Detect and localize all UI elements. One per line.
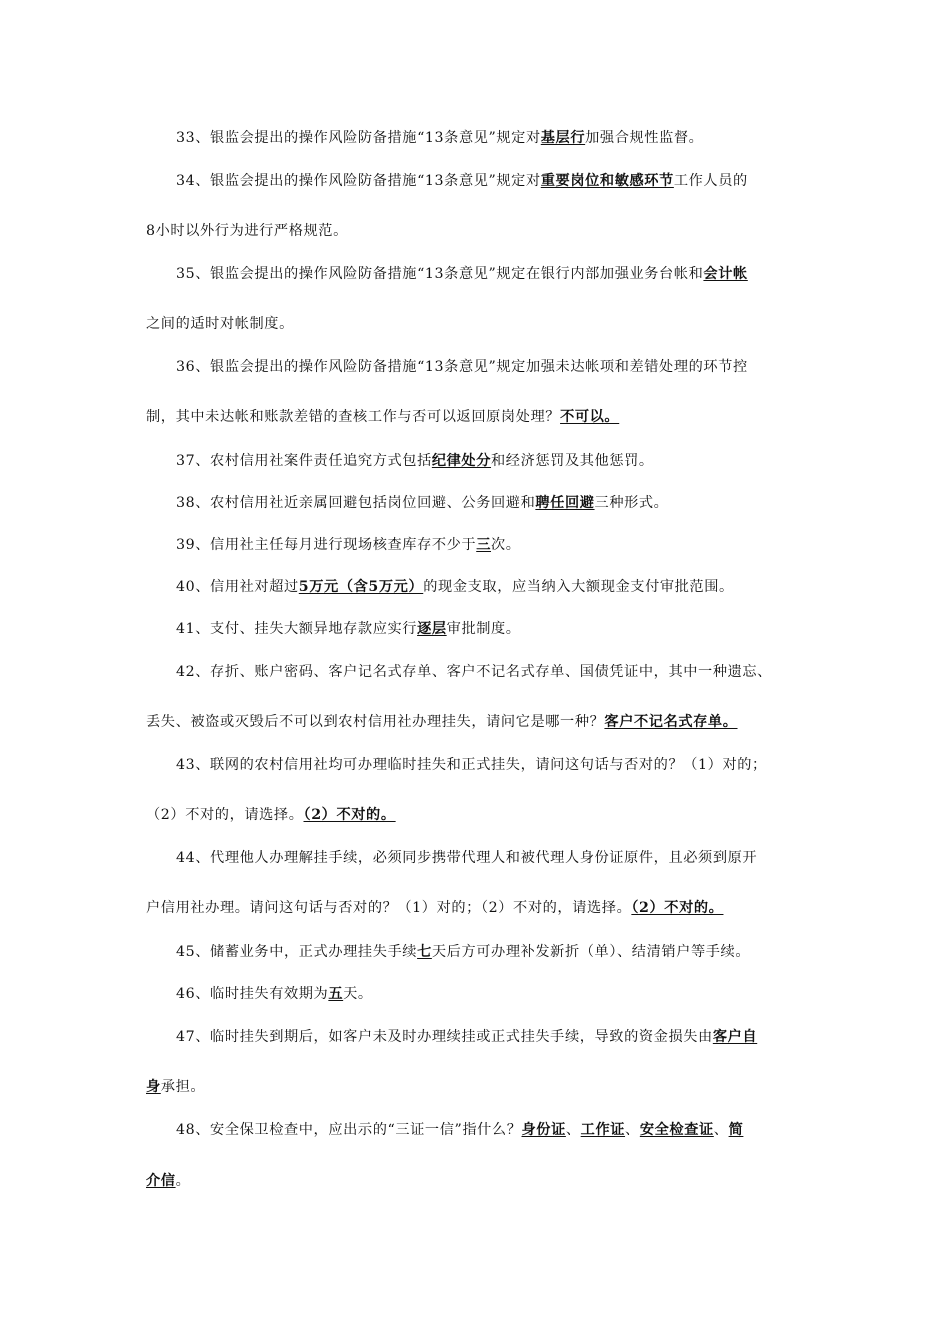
question-36-cont: 制，其中未达帐和账款差错的查核工作与否可以返回原岗处理？不可以。 — [146, 409, 620, 425]
question-43-cont: （2）不对的，请选择。（2）不对的。 — [146, 807, 396, 823]
answer: 五 — [328, 986, 344, 1002]
answer: 逐层 — [417, 621, 447, 637]
question-40: 40、信用社对超过5万元（含5万元）的现金支取，应当纳入大额现金支付审批范围。 — [176, 579, 734, 595]
question-33: 33、银监会提出的操作风险防备措施“13条意见”规定对基层行加强合规性监督。 — [176, 130, 704, 146]
question-35: 35、银监会提出的操作风险防备措施“13条意见”规定在银行内部加强业务台帐和会计帐 — [176, 266, 748, 282]
question-34: 34、银监会提出的操作风险防备措施“13条意见”规定对重要岗位和敏感环节工作人员的 — [176, 173, 748, 189]
answer: 身 — [146, 1079, 161, 1095]
answer: 介信 — [146, 1173, 176, 1189]
question-35-cont: 之间的适时对帐制度。 — [146, 316, 294, 332]
answer: 身份证 — [521, 1122, 566, 1138]
question-45: 45、储蓄业务中，正式办理挂失手续七天后方可办理补发新折（单）、结清销户等手续。 — [176, 944, 751, 960]
answer: 客户自 — [712, 1029, 758, 1045]
question-37: 37、农村信用社案件责任追究方式包括纪律处分和经济惩罚及其他惩罚。 — [176, 453, 654, 469]
question-38: 38、农村信用社近亲属回避包括岗位回避、公务回避和聘任回避三种形式。 — [176, 495, 669, 511]
answer: 安全检查证 — [639, 1122, 714, 1138]
question-39: 39、信用社主任每月进行现场核查库存不少于三次。 — [176, 537, 521, 553]
question-46: 46、临时挂失有效期为五天。 — [176, 986, 373, 1002]
answer: （2）不对的。 — [303, 807, 396, 823]
answer: 5万元（含5万元） — [298, 579, 424, 595]
answer: 聘任回避 — [535, 495, 595, 511]
question-44-cont: 户信用社办理。请问这句话与否对的？（1）对的；（2）不对的，请选择。（2）不对的。 — [146, 900, 724, 916]
answer: 会计帐 — [703, 266, 748, 282]
question-48: 48、安全保卫检查中，应出示的“三证一信”指什么？身份证、工作证、安全检查证、简 — [176, 1122, 744, 1138]
question-42-cont: 丢失、被盗或灭毁后不可以到农村信用社办理挂失，请问它是哪一种？客户不记名式存单。 — [146, 714, 738, 730]
answer: 七 — [417, 944, 432, 960]
question-47: 47、临时挂失到期后，如客户未及时办理续挂或正式挂失手续，导致的资金损失由客户自 — [176, 1029, 758, 1045]
question-48-cont: 介信。 — [146, 1173, 191, 1189]
question-36: 36、银监会提出的操作风险防备措施“13条意见”规定加强未达帐项和差错处理的环节控 — [176, 359, 748, 375]
question-41: 41、支付、挂失大额异地存款应实行逐层审批制度。 — [176, 621, 521, 637]
answer: 重要岗位和敏感环节 — [540, 173, 674, 189]
answer: 简 — [728, 1122, 744, 1138]
answer: （2）不对的。 — [631, 900, 724, 916]
question-42: 42、存折、账户密码、客户记名式存单、客户不记名式存单、国债凭证中，其中一种遗忘、 — [176, 664, 772, 680]
question-44: 44、代理他人办理解挂手续，必须同步携带代理人和被代理人身份证原件，且必须到原开 — [176, 850, 758, 866]
answer: 不可以。 — [560, 409, 620, 425]
question-43: 43、联网的农村信用社均可办理临时挂失和正式挂失，请问这句话与否对的？（1）对的； — [176, 757, 767, 773]
question-47-cont: 身承担。 — [146, 1079, 206, 1095]
answer: 基层行 — [540, 130, 586, 146]
answer: 三 — [476, 537, 492, 553]
answer: 客户不记名式存单。 — [604, 714, 738, 730]
answer: 工作证 — [580, 1122, 626, 1138]
answer: 纪律处分 — [431, 453, 492, 469]
question-34-cont: 8小时以外行为进行严格规范。 — [146, 223, 348, 239]
